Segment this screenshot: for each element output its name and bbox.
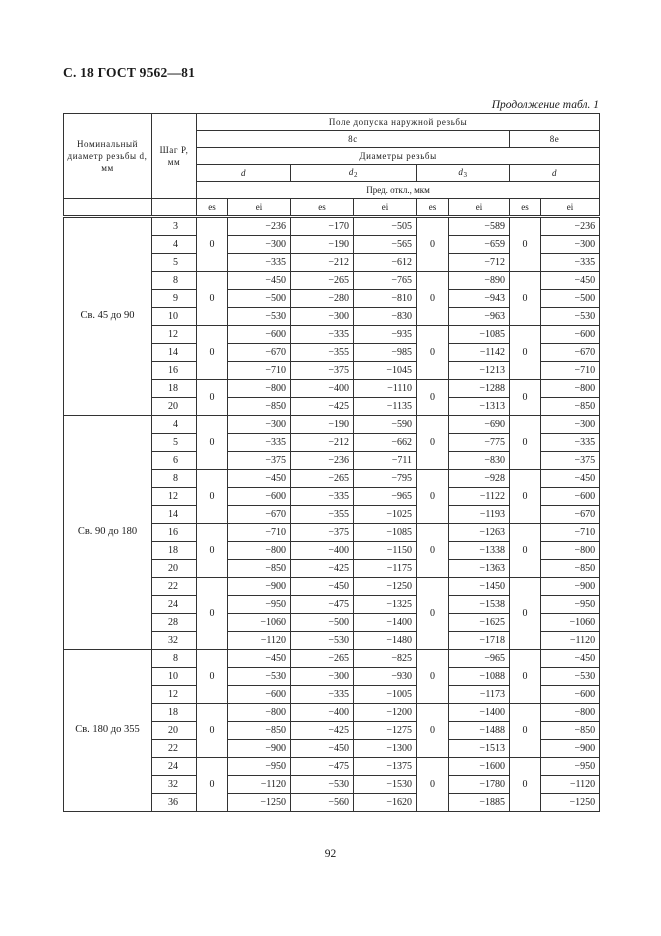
pitch-cell: 28 xyxy=(152,614,197,632)
pitch-cell: 14 xyxy=(152,344,197,362)
ei-8e-cell: −450 xyxy=(541,272,600,290)
ei-d2-cell: −612 xyxy=(354,254,417,272)
ei-8e-cell: −900 xyxy=(541,578,600,596)
diameter-range-cell: Св. 45 до 90 xyxy=(64,217,152,416)
pitch-cell: 36 xyxy=(152,794,197,812)
table-row xyxy=(64,217,600,236)
ei-d3-cell: −1600 xyxy=(449,758,510,776)
es-8e-cell: 0 xyxy=(510,470,541,524)
es-d2-cell: −300 xyxy=(291,668,354,686)
ei-8e-cell: −900 xyxy=(541,740,600,758)
header-nominal-diameter: Номинальный диаметр резьбы d, мм xyxy=(64,114,152,199)
ei-d2-cell: −1375 xyxy=(354,758,417,776)
ei-d-cell: −236 xyxy=(228,217,291,236)
ei-d-cell: −335 xyxy=(228,434,291,452)
es-d-cell: 0 xyxy=(197,704,228,758)
ei-8e-cell: −850 xyxy=(541,560,600,578)
ei-8e-cell: −236 xyxy=(541,217,600,236)
ei-d-cell: −1060 xyxy=(228,614,291,632)
ei-d3-cell: −943 xyxy=(449,290,510,308)
ei-8e-cell: −670 xyxy=(541,344,600,362)
ei-d3-cell: −1363 xyxy=(449,560,510,578)
ei-d-cell: −600 xyxy=(228,686,291,704)
es-d3-cell: 0 xyxy=(417,524,449,578)
ei-d3-cell: −1193 xyxy=(449,506,510,524)
es-d2-cell: −236 xyxy=(291,452,354,470)
ei-d-cell: −950 xyxy=(228,758,291,776)
ei-d2-cell: −1530 xyxy=(354,776,417,794)
pitch-cell: 12 xyxy=(152,488,197,506)
pitch-cell: 8 xyxy=(152,272,197,290)
ei-8e-cell: −600 xyxy=(541,686,600,704)
ei-d2-cell: −1045 xyxy=(354,362,417,380)
pitch-cell: 24 xyxy=(152,596,197,614)
es-d2-cell: −265 xyxy=(291,470,354,488)
ei-d-cell: −375 xyxy=(228,452,291,470)
ei-d3-cell: −963 xyxy=(449,308,510,326)
ei-d2-cell: −1620 xyxy=(354,794,417,812)
header-d2: $d_2$ xyxy=(291,165,417,182)
ei-d-cell: −600 xyxy=(228,326,291,344)
ei-d2-cell: −1005 xyxy=(354,686,417,704)
ei-d-cell: −530 xyxy=(228,668,291,686)
es-d2-cell: −335 xyxy=(291,488,354,506)
ei-d2-cell: −1110 xyxy=(354,380,417,398)
ei-d-cell: −450 xyxy=(228,470,291,488)
es-d-cell: 0 xyxy=(197,416,228,470)
header-pitch: Шаг P, мм xyxy=(152,114,197,199)
ei-d2-cell: −1025 xyxy=(354,506,417,524)
ei-d3-cell: −1488 xyxy=(449,722,510,740)
ei-d-cell: −1250 xyxy=(228,794,291,812)
ei-d-cell: −1120 xyxy=(228,776,291,794)
ei-d3-cell: −1213 xyxy=(449,362,510,380)
pitch-cell: 14 xyxy=(152,506,197,524)
es-d2-cell: −212 xyxy=(291,254,354,272)
ei-d3-cell: −1400 xyxy=(449,704,510,722)
ei-d-cell: −300 xyxy=(228,236,291,254)
es-d3-cell: 0 xyxy=(417,326,449,380)
ei-d2-cell: −795 xyxy=(354,470,417,488)
pitch-cell: 12 xyxy=(152,686,197,704)
ei-d-cell: −710 xyxy=(228,524,291,542)
es-d3-cell: 0 xyxy=(417,758,449,812)
es-d-cell: 0 xyxy=(197,758,228,812)
ei-d-cell: −300 xyxy=(228,416,291,434)
pitch-cell: 22 xyxy=(152,740,197,758)
ei-d2-cell: −965 xyxy=(354,488,417,506)
pitch-cell: 8 xyxy=(152,470,197,488)
ei-d3-cell: −1142 xyxy=(449,344,510,362)
ei-d2-cell: −1085 xyxy=(354,524,417,542)
tolerance-table xyxy=(63,113,600,812)
es-d-cell: 0 xyxy=(197,380,228,416)
pitch-cell: 20 xyxy=(152,560,197,578)
header-tolerance-field: Поле допуска наружной резьбы xyxy=(197,114,600,131)
pitch-cell: 16 xyxy=(152,524,197,542)
pitch-cell: 18 xyxy=(152,542,197,560)
es-d2-cell: −375 xyxy=(291,524,354,542)
ei-8e-cell: −950 xyxy=(541,758,600,776)
es-d2-cell: −425 xyxy=(291,398,354,416)
ei-d3-cell: −1625 xyxy=(449,614,510,632)
ei-d2-cell: −1175 xyxy=(354,560,417,578)
ei-d2-cell: −1325 xyxy=(354,596,417,614)
pitch-cell: 12 xyxy=(152,326,197,344)
pitch-cell: 4 xyxy=(152,416,197,434)
ei-d2-cell: −505 xyxy=(354,217,417,236)
ei-d-cell: −670 xyxy=(228,506,291,524)
ei-d2-cell: −825 xyxy=(354,650,417,668)
ei-d3-cell: −659 xyxy=(449,236,510,254)
pitch-cell: 8 xyxy=(152,650,197,668)
es-d2-cell: −530 xyxy=(291,632,354,650)
es-d2-cell: −560 xyxy=(291,794,354,812)
es-d-cell: 0 xyxy=(197,272,228,326)
ei-8e-cell: −375 xyxy=(541,452,600,470)
es-d2-cell: −500 xyxy=(291,614,354,632)
es-d2-cell: −190 xyxy=(291,416,354,434)
es-8e-cell: 0 xyxy=(510,380,541,416)
es-8e-cell: 0 xyxy=(510,758,541,812)
ei-d3-cell: −965 xyxy=(449,650,510,668)
ei-d3-cell: −928 xyxy=(449,470,510,488)
ei-8e-cell: −530 xyxy=(541,308,600,326)
ei-d-cell: −850 xyxy=(228,722,291,740)
pitch-cell: 3 xyxy=(152,217,197,236)
es-d2-cell: −450 xyxy=(291,578,354,596)
ei-d3-cell: −1780 xyxy=(449,776,510,794)
es-d2-cell: −265 xyxy=(291,650,354,668)
ei-d2-cell: −590 xyxy=(354,416,417,434)
es-d3-cell: 0 xyxy=(417,470,449,524)
es-d2-cell: −190 xyxy=(291,236,354,254)
header-ei: ei xyxy=(449,199,510,217)
ei-d3-cell: −775 xyxy=(449,434,510,452)
ei-8e-cell: −710 xyxy=(541,362,600,380)
pitch-cell: 5 xyxy=(152,434,197,452)
es-d2-cell: −400 xyxy=(291,380,354,398)
ei-8e-cell: −850 xyxy=(541,722,600,740)
pitch-cell: 20 xyxy=(152,722,197,740)
es-d2-cell: −400 xyxy=(291,704,354,722)
ei-8e-cell: −335 xyxy=(541,434,600,452)
es-d2-cell: −450 xyxy=(291,740,354,758)
ei-d2-cell: −930 xyxy=(354,668,417,686)
table-row xyxy=(64,650,600,668)
es-d2-cell: −475 xyxy=(291,758,354,776)
header-thread-diameters: Диаметры резьбы xyxy=(197,148,600,165)
ei-d2-cell: −810 xyxy=(354,290,417,308)
ei-d3-cell: −1173 xyxy=(449,686,510,704)
ei-d3-cell: −1313 xyxy=(449,398,510,416)
header-ei: ei xyxy=(354,199,417,217)
ei-d3-cell: −1085 xyxy=(449,326,510,344)
es-8e-cell: 0 xyxy=(510,524,541,578)
ei-d2-cell: −1135 xyxy=(354,398,417,416)
ei-d-cell: −950 xyxy=(228,596,291,614)
diameter-range-cell: Св. 180 до 355 xyxy=(64,650,152,812)
pitch-cell: 22 xyxy=(152,578,197,596)
page-header: С. 18 ГОСТ 9562—81 xyxy=(63,65,196,80)
es-d3-cell: 0 xyxy=(417,217,449,272)
es-d-cell: 0 xyxy=(197,524,228,578)
ei-8e-cell: −300 xyxy=(541,236,600,254)
header-tolerance-8e: 8e xyxy=(510,131,600,148)
es-8e-cell: 0 xyxy=(510,650,541,704)
ei-d2-cell: −1400 xyxy=(354,614,417,632)
ei-8e-cell: −1120 xyxy=(541,776,600,794)
pitch-cell: 5 xyxy=(152,254,197,272)
es-d2-cell: −375 xyxy=(291,362,354,380)
ei-d3-cell: −1513 xyxy=(449,740,510,758)
ei-d-cell: −600 xyxy=(228,488,291,506)
pitch-cell: 10 xyxy=(152,308,197,326)
table-row xyxy=(64,416,600,434)
es-8e-cell: 0 xyxy=(510,704,541,758)
ei-8e-cell: −600 xyxy=(541,488,600,506)
ei-8e-cell: −335 xyxy=(541,254,600,272)
es-d-cell: 0 xyxy=(197,578,228,650)
pitch-cell: 6 xyxy=(152,452,197,470)
ei-d-cell: −450 xyxy=(228,650,291,668)
es-d2-cell: −355 xyxy=(291,506,354,524)
pitch-cell: 32 xyxy=(152,776,197,794)
ei-d2-cell: −830 xyxy=(354,308,417,326)
es-d2-cell: −335 xyxy=(291,686,354,704)
ei-8e-cell: −710 xyxy=(541,524,600,542)
header-d3: $d_3$ xyxy=(417,165,510,182)
es-8e-cell: 0 xyxy=(510,272,541,326)
ei-d-cell: −800 xyxy=(228,380,291,398)
ei-d3-cell: −1263 xyxy=(449,524,510,542)
ei-d2-cell: −711 xyxy=(354,452,417,470)
es-d3-cell: 0 xyxy=(417,704,449,758)
diameter-range-cell: Св. 90 до 180 xyxy=(64,416,152,650)
ei-d2-cell: −1300 xyxy=(354,740,417,758)
ei-8e-cell: −300 xyxy=(541,416,600,434)
ei-8e-cell: −450 xyxy=(541,650,600,668)
es-d2-cell: −265 xyxy=(291,272,354,290)
es-d2-cell: −280 xyxy=(291,290,354,308)
ei-8e-cell: −1060 xyxy=(541,614,600,632)
ei-8e-cell: −800 xyxy=(541,542,600,560)
ei-d3-cell: −690 xyxy=(449,416,510,434)
es-8e-cell: 0 xyxy=(510,217,541,272)
es-8e-cell: 0 xyxy=(510,416,541,470)
es-d2-cell: −355 xyxy=(291,344,354,362)
ei-d3-cell: −1885 xyxy=(449,794,510,812)
ei-d3-cell: −1338 xyxy=(449,542,510,560)
es-d3-cell: 0 xyxy=(417,416,449,470)
ei-8e-cell: −670 xyxy=(541,506,600,524)
pitch-cell: 20 xyxy=(152,398,197,416)
header-tolerance-8c: 8c xyxy=(197,131,510,148)
es-d2-cell: −212 xyxy=(291,434,354,452)
ei-d3-cell: −830 xyxy=(449,452,510,470)
ei-d2-cell: −765 xyxy=(354,272,417,290)
ei-8e-cell: −850 xyxy=(541,398,600,416)
ei-d3-cell: −712 xyxy=(449,254,510,272)
ei-d-cell: −670 xyxy=(228,344,291,362)
ei-8e-cell: −450 xyxy=(541,470,600,488)
es-d3-cell: 0 xyxy=(417,380,449,416)
ei-d3-cell: −1122 xyxy=(449,488,510,506)
ei-8e-cell: −500 xyxy=(541,290,600,308)
ei-8e-cell: −600 xyxy=(541,326,600,344)
ei-d-cell: −900 xyxy=(228,578,291,596)
ei-d-cell: −500 xyxy=(228,290,291,308)
pitch-cell: 10 xyxy=(152,668,197,686)
es-d2-cell: −170 xyxy=(291,217,354,236)
es-d2-cell: −475 xyxy=(291,596,354,614)
ei-d-cell: −530 xyxy=(228,308,291,326)
header-es: es xyxy=(417,199,449,217)
ei-d-cell: −335 xyxy=(228,254,291,272)
ei-d3-cell: −1088 xyxy=(449,668,510,686)
es-d-cell: 0 xyxy=(197,217,228,272)
ei-d2-cell: −1200 xyxy=(354,704,417,722)
header-ei: ei xyxy=(228,199,291,217)
es-d2-cell: −530 xyxy=(291,776,354,794)
header-d-8e: d xyxy=(510,165,600,182)
pitch-cell: 4 xyxy=(152,236,197,254)
ei-d2-cell: −985 xyxy=(354,344,417,362)
ei-8e-cell: −1120 xyxy=(541,632,600,650)
ei-d3-cell: −1538 xyxy=(449,596,510,614)
ei-d3-cell: −589 xyxy=(449,217,510,236)
header-ei: ei xyxy=(541,199,600,217)
es-d3-cell: 0 xyxy=(417,578,449,650)
ei-d2-cell: −565 xyxy=(354,236,417,254)
header-limit-deviations: Пред. откл., мкм xyxy=(197,182,600,199)
header-es: es xyxy=(197,199,228,217)
ei-d2-cell: −935 xyxy=(354,326,417,344)
es-d-cell: 0 xyxy=(197,470,228,524)
ei-d2-cell: −1275 xyxy=(354,722,417,740)
ei-8e-cell: −800 xyxy=(541,704,600,722)
ei-8e-cell: −1250 xyxy=(541,794,600,812)
ei-d-cell: −710 xyxy=(228,362,291,380)
table-continuation-label: Продолжение табл. 1 xyxy=(491,99,599,111)
ei-d3-cell: −890 xyxy=(449,272,510,290)
ei-d-cell: −450 xyxy=(228,272,291,290)
ei-8e-cell: −950 xyxy=(541,596,600,614)
ei-d2-cell: −1250 xyxy=(354,578,417,596)
ei-d3-cell: −1288 xyxy=(449,380,510,398)
header-d: d xyxy=(197,165,291,182)
es-d2-cell: −400 xyxy=(291,542,354,560)
ei-d-cell: −1120 xyxy=(228,632,291,650)
ei-d-cell: −800 xyxy=(228,542,291,560)
ei-d2-cell: −662 xyxy=(354,434,417,452)
es-8e-cell: 0 xyxy=(510,578,541,650)
ei-8e-cell: −530 xyxy=(541,668,600,686)
pitch-cell: 9 xyxy=(152,290,197,308)
ei-d-cell: −900 xyxy=(228,740,291,758)
es-d2-cell: −425 xyxy=(291,722,354,740)
ei-d-cell: −850 xyxy=(228,398,291,416)
ei-8e-cell: −800 xyxy=(541,380,600,398)
es-d-cell: 0 xyxy=(197,326,228,380)
header-es: es xyxy=(291,199,354,217)
pitch-cell: 16 xyxy=(152,362,197,380)
page-number: 92 xyxy=(324,848,337,860)
es-d3-cell: 0 xyxy=(417,650,449,704)
es-d2-cell: −425 xyxy=(291,560,354,578)
ei-d2-cell: −1150 xyxy=(354,542,417,560)
es-d2-cell: −335 xyxy=(291,326,354,344)
pitch-cell: 24 xyxy=(152,758,197,776)
pitch-cell: 18 xyxy=(152,380,197,398)
pitch-cell: 32 xyxy=(152,632,197,650)
es-d-cell: 0 xyxy=(197,650,228,704)
ei-d-cell: −800 xyxy=(228,704,291,722)
ei-d-cell: −850 xyxy=(228,560,291,578)
es-d3-cell: 0 xyxy=(417,272,449,326)
ei-d3-cell: −1450 xyxy=(449,578,510,596)
ei-d2-cell: −1480 xyxy=(354,632,417,650)
es-8e-cell: 0 xyxy=(510,326,541,380)
tolerance-table-body xyxy=(64,217,600,812)
header-es: es xyxy=(510,199,541,217)
es-d2-cell: −300 xyxy=(291,308,354,326)
ei-d3-cell: −1718 xyxy=(449,632,510,650)
pitch-cell: 18 xyxy=(152,704,197,722)
